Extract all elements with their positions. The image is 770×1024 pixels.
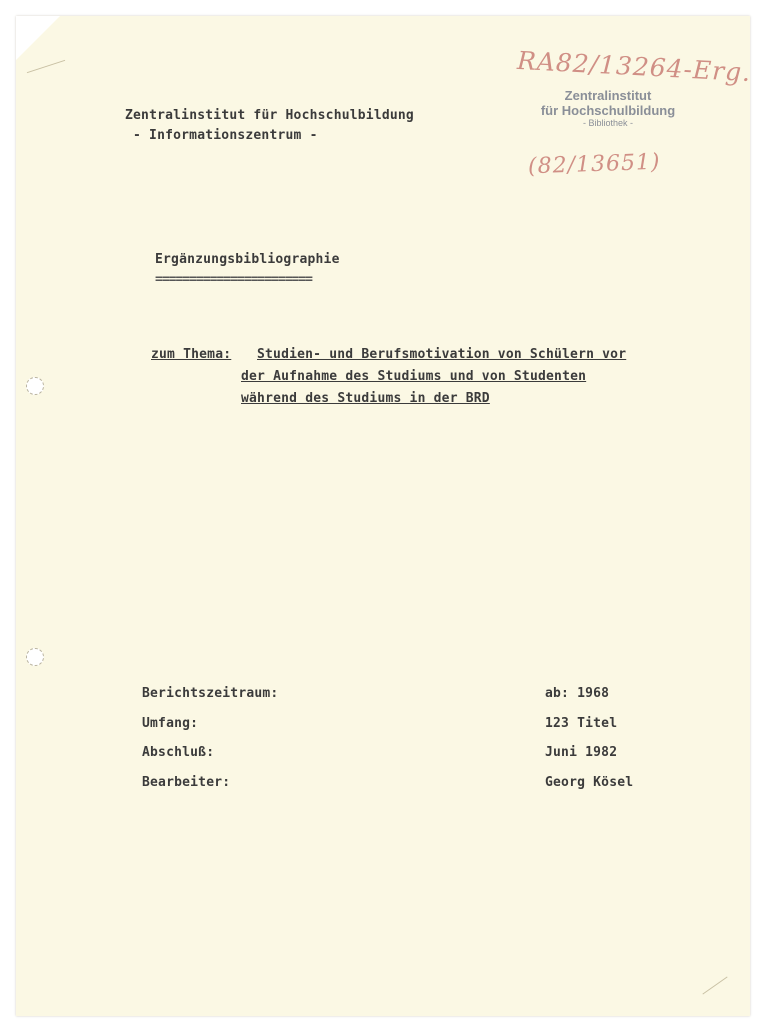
meta-value-berichtszeitraum: ab: 1968 — [545, 686, 610, 701]
thema-line: der Aufnahme des Studiums und von Studenten — [241, 369, 587, 384]
handwritten-reference: (82/13651) — [527, 149, 661, 180]
document-type-title: Ergänzungsbibliographie — [155, 252, 340, 267]
stamp-line-1: Zentralinstitut — [564, 88, 652, 103]
folded-corner — [16, 16, 60, 60]
meta-label-berichtszeitraum: Berichtszeitraum: — [142, 686, 279, 701]
thema-line: während des Studiums in der BRD — [241, 391, 490, 406]
meta-label-abschluss: Abschluß: — [142, 745, 215, 760]
stamp-line-2: für Hochschulbildung — [540, 103, 676, 118]
meta-label-bearbeiter: Bearbeiter: — [142, 775, 231, 790]
handwritten-shelfmark: RA82/13264-Erg. — [516, 45, 752, 88]
institution-name: Zentralinstitut für Hochschulbildung — [125, 108, 414, 123]
meta-value-umfang: 123 Titel — [545, 716, 618, 731]
meta-value-abschluss: Juni 1982 — [545, 745, 618, 760]
institution-department: - Informationszentrum - — [133, 128, 318, 143]
punch-hole — [26, 648, 44, 666]
meta-label-umfang: Umfang: — [142, 716, 199, 731]
thema-label: zum Thema: — [151, 347, 232, 362]
library-stamp — [518, 88, 698, 128]
stamp-line-3: - Bibliothek - — [582, 118, 634, 128]
meta-value-bearbeiter: Georg Kösel — [545, 775, 634, 790]
punch-hole — [26, 377, 44, 395]
title-underline-rule: ======================= — [155, 272, 313, 287]
thema-line: Studien- und Berufsmotivation von Schülern vor — [257, 347, 627, 362]
